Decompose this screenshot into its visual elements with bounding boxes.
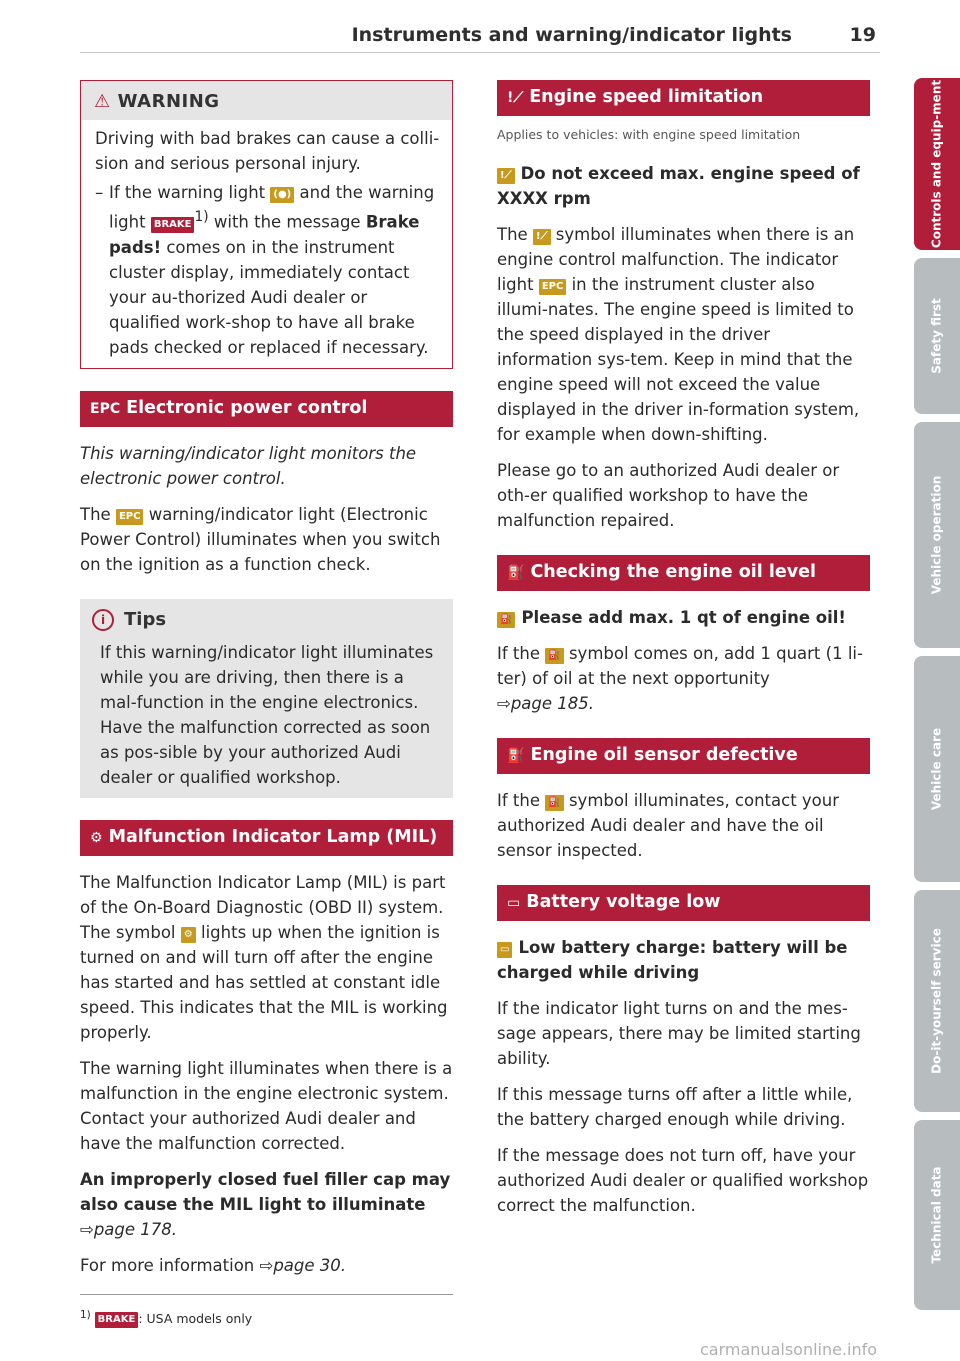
epc-inline-icon: EPC: [539, 279, 567, 295]
speed-text-2: Please go to an authorized Audi dealer or oth-er qualified workshop to have the malfunction repaired.: [497, 461, 840, 530]
mil-more-info: For more information ⇨page 30.: [80, 1255, 347, 1275]
tab-controls-and-equipment[interactable]: Controls and equip-ment: [914, 78, 960, 250]
epc-badge-icon: EPC: [116, 509, 144, 525]
section-heading-oil-sensor: ⛽ Engine oil sensor defective: [497, 738, 870, 774]
battery-text-2: If this message turns off after a little while, the battery charged enough while driving.: [497, 1085, 853, 1129]
tab-vehicle-care[interactable]: Vehicle care: [914, 656, 960, 882]
speed-text-1: The !⟋ symbol illuminates when there is an engine control malfunction. The indicator light EPC in the instrument cluster also illumi-nates. The engine speed is limited to the speed displayed in the driver information sys-tem. Keep in mind that the engine speed will not exceed the value displayed in the driver in-formation system, for example when down-shifting.: [497, 225, 860, 444]
watermark: carmanualsonline.info: [700, 1340, 878, 1359]
tips-header: i Tips: [80, 599, 453, 636]
oil-sensor-icon: ⛽: [507, 748, 525, 764]
mil-text-1: The Malfunction Indicator Lamp (MIL) is part of the On-Board Diagnostic (OBD II) system. The symbol ⚙ lights up when the ignition is turned on and will turn off after the engine has started and has settled at constant idle speed. This indicates that the MIL is working properly.: [80, 872, 448, 1042]
left-column: [80, 80, 453, 1331]
battery-badge-icon: ▭: [497, 942, 512, 958]
tab-do-it-yourself-service[interactable]: Do-it-yourself service: [914, 890, 960, 1112]
section-heading-epc: EPC Electronic power control: [80, 391, 453, 427]
info-icon: i: [92, 609, 114, 631]
page-ref-185[interactable]: ⇨page 185.: [497, 694, 595, 713]
tips-box: [80, 599, 453, 798]
oil-level-text: If the ⛽ symbol comes on, add 1 quart (1 li-ter) of oil at the next opportunity ⇨page 185.: [497, 644, 863, 713]
brake-icon: BRAKE: [151, 217, 195, 233]
section-heading-oil-level: ⛽ Checking the engine oil level: [497, 555, 870, 591]
speed-badge-icon: !⟋: [497, 168, 515, 184]
battery-text-1: If the indicator light turns on and the mes-sage appears, there may be limited starting ability.: [497, 999, 861, 1068]
tab-vehicle-operation[interactable]: Vehicle operation: [914, 422, 960, 648]
tab-safety-first[interactable]: Safety first: [914, 258, 960, 414]
header-title: Instruments and warning/indicator lights: [351, 24, 792, 46]
page-ref-30[interactable]: ⇨page 30.: [259, 1255, 347, 1275]
tab-technical-data[interactable]: Technical data: [914, 1120, 960, 1310]
battery-icon: ▭: [507, 895, 521, 911]
engine-speed-icon: !⟋: [507, 90, 524, 106]
tips-text: If this warning/indicator light illuminates while you are driving, then there is a mal-function in the engine electronics. Have the malfunction corrected as soon as pos-sible by your authorized Audi dealer or qualified workshop.: [100, 642, 434, 787]
warning-box: [80, 80, 453, 369]
oil-level-subheading: ⛽ Please add max. 1 qt of engine oil!: [497, 605, 870, 630]
mil-text-2: The warning light illuminates when there is a malfunction in the engine electronic system. Contact your authorized Audi dealer and have the malfunction corrected.: [80, 1058, 453, 1153]
page-number: 19: [849, 24, 876, 46]
battery-subheading: ▭ Low battery charge: battery will be charged while driving: [497, 938, 848, 982]
epc-intro: This warning/indicator light monitors the electronic power control.: [80, 443, 417, 488]
oil-can-icon: ⛽: [507, 565, 525, 581]
warning-text: Driving with bad brakes can cause a colli-sion and serious personal injury.: [95, 129, 440, 173]
right-column: [497, 80, 870, 1229]
speed-subheading: !⟋ Do not exceed max. engine speed of XXXX rpm: [497, 164, 860, 208]
section-heading-battery: ▭ Battery voltage low: [497, 885, 870, 921]
check-engine-icon: ⚙: [90, 829, 103, 846]
page-ref-178[interactable]: ⇨page 178.: [80, 1219, 178, 1239]
footnote: $^{1)}$ BRAKE : USA models only: [80, 1308, 253, 1326]
page-header: [80, 14, 880, 53]
section-heading-mil: ⚙ Malfunction Indicator Lamp (MIL): [80, 820, 453, 856]
brake-footnote-icon: BRAKE: [95, 1312, 139, 1328]
oil-sensor-inline-icon: ⛽: [545, 795, 563, 811]
warning-body: [81, 120, 452, 368]
oil-inline-icon: ⛽: [545, 648, 563, 664]
brake-wear-icon: (●): [270, 187, 294, 203]
epc-text: The EPC warning/indicator light (Electronic Power Control) illuminates when you switch on the ignition as a function check.: [80, 504, 441, 574]
speed-symbol-icon: !⟋: [533, 229, 551, 245]
applies-to: Applies to vehicles: with engine speed limitation: [497, 127, 801, 142]
battery-text-3: If the message does not turn off, have your authorized Audi dealer or qualified workshop correct the malfunction.: [497, 1146, 869, 1215]
warning-header: ⚠ WARNING: [94, 91, 220, 112]
epc-icon: EPC: [90, 400, 121, 417]
section-heading-speed: !⟋ Engine speed limitation: [497, 80, 870, 116]
mil-note: An improperly closed fuel filler cap may also cause the MIL light to illuminate ⇨page 178.: [80, 1169, 451, 1239]
check-engine-badge-icon: ⚙: [181, 927, 196, 943]
warning-list-item: – If the warning light (●) and the warning light BRAKE $^{1)}$ with the message Brake pads! comes on in the instrument cluster display, immediately contact your au-thorized Audi dealer or qualified work-shop to have all brake pads checked or replaced if necessary.: [95, 183, 435, 357]
oil-badge-icon: ⛽: [497, 612, 515, 628]
warning-triangle-icon: ⚠: [94, 91, 111, 112]
footnote-divider: [80, 1294, 453, 1295]
oil-sensor-text: If the ⛽ symbol illuminates, contact your authorized Audi dealer and have the oil sensor inspected.: [497, 791, 840, 860]
